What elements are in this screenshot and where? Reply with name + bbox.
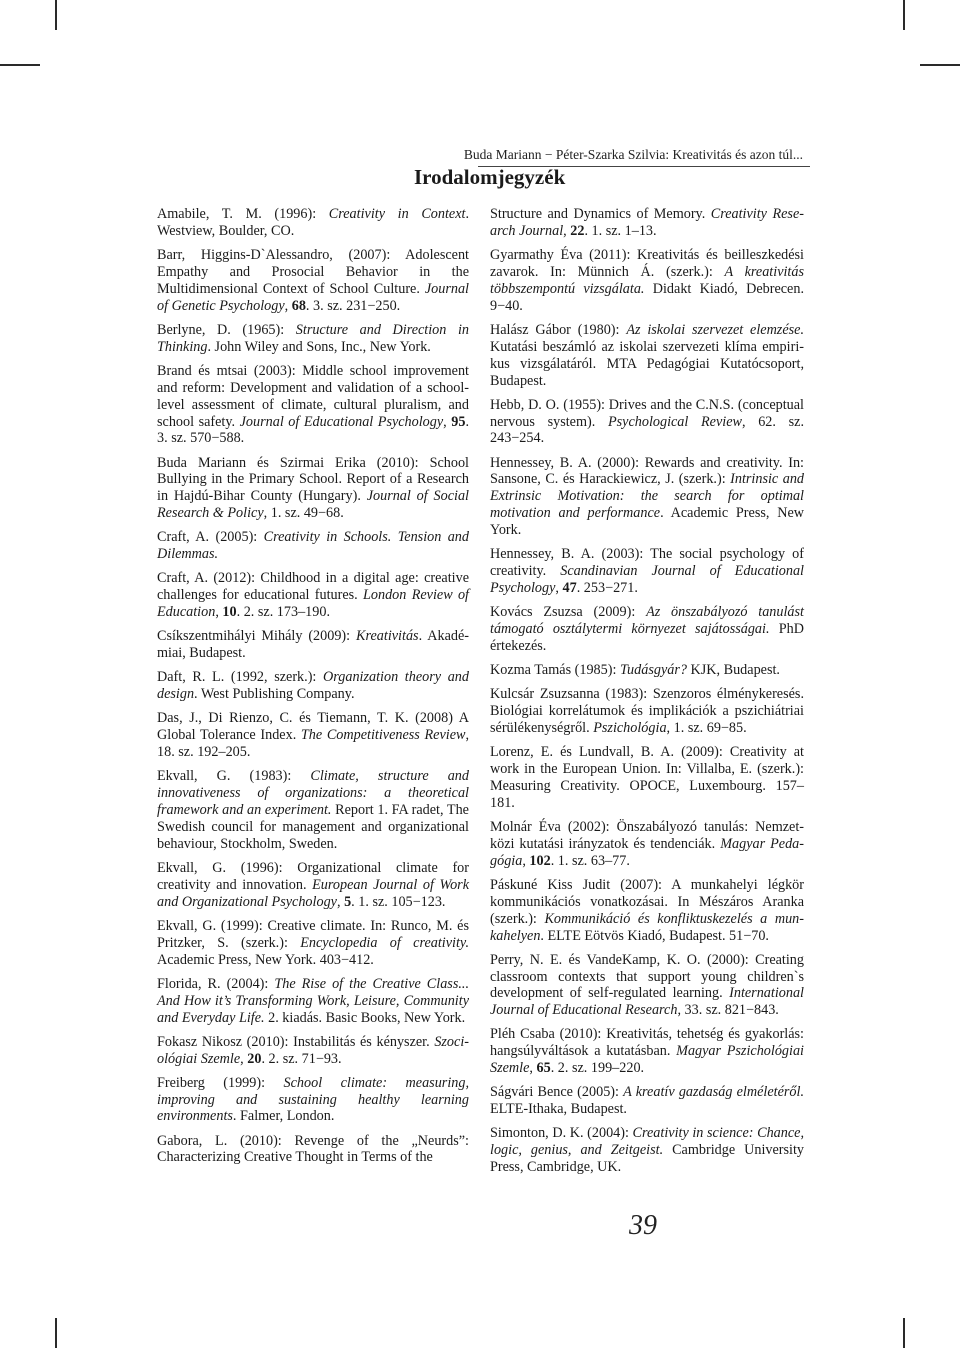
references-right-column (490, 206, 804, 1183)
reference-text: . 1. sz. 63–77. (550, 852, 630, 869)
reference-text: , (555, 580, 563, 597)
reference-text: Fokasz Nikosz (2010): Instabilitás és kényszer. (157, 1033, 435, 1050)
reference-entry (490, 1026, 804, 1077)
reference-text: PhD értekezés. (490, 621, 804, 654)
reference-text: 22 (570, 222, 585, 239)
reference-text: KJK, Budapest. (686, 662, 780, 679)
reference-text: Buda Mariann és Szirmai Erika (2010): School Bullying in the Primary School. Report of a Research in Hajdú-Bihar County (Hungary). (157, 454, 469, 505)
reference-entry (490, 247, 804, 315)
reference-text: Didakt Kiadó, Debrecen. 9−40. (490, 280, 804, 314)
reference-entry (490, 604, 804, 655)
reference-text: Kutatási beszámló az iskolai szervezeti klíma empirikus vizsgálatáról. MTA Pedagógiai Kutatócsoport, Budapest. (490, 338, 804, 389)
reference-text: International Journal of Educational Research (490, 985, 804, 1019)
reference-text: Ekvall, G. (1983): (157, 768, 311, 785)
reference-text: Pléh Csaba (2010): Kreativitás, tehetség és gyakorlás: hangsúlyváltások a kutatásban. (490, 1026, 804, 1060)
reference-text: Encyclopedia of creativity. (300, 934, 469, 951)
reference-text: Creativity in Schools. Tension and Dilemmas. (157, 529, 469, 563)
reference-text: . Akadémiai, Budapest. (157, 628, 470, 662)
reference-text: . 253−271. (576, 580, 638, 597)
reference-text: ELTE-Ithaka, Budapest. (490, 1101, 627, 1118)
reference-text: Ekvall, G. (1999): Creative climate. In: Runco, M. és Pritzker, S. (szerk.): (157, 917, 469, 951)
reference-text: A kreatív gazdaság elméletéről. (623, 1084, 804, 1101)
reference-text: Kulcsár Zsuzsanna (1983): Szenzoros élménykeresés. Biológiai korrelátumok és implikációk a pszichiátriai sérülékenységről. (490, 686, 804, 736)
reference-text: Structure and Direction in Thinking (157, 321, 469, 355)
reference-text: Szociológiai Szemle (157, 1033, 469, 1067)
reference-entry (490, 819, 804, 870)
reference-text: Daft, R. L. (1992, szerk.): (157, 669, 324, 686)
crop-mark (55, 0, 57, 30)
reference-entry (157, 529, 469, 563)
reference-text: Craft, A. (2012): Childhood in a digital age: creative challenges for educational futures. (157, 570, 469, 604)
reference-text: Berlyne, D. (1965): (157, 321, 296, 338)
reference-text: Barr, Higgins-D`Alessandro, (2007): Adolescent Empathy and Prosocial Behavior in the Multidimensional Context of School Culture. (157, 247, 469, 297)
reference-text: The Competitiveness Review (300, 727, 466, 744)
reference-text: . West Publishing Company. (194, 686, 355, 703)
page-number: 39 (629, 1210, 657, 1241)
reference-text: , (529, 1060, 537, 1077)
reference-text: Ekvall, G. (1996): Organizational climate for creativity and innovation. (157, 859, 469, 893)
crop-mark (0, 64, 40, 66)
reference-entry (490, 455, 804, 540)
reference-text: . 1. sz. 105−123. (351, 893, 446, 910)
reference-entry (490, 744, 804, 812)
section-title: Irodalomjegyzék (414, 165, 566, 189)
reference-text: , (522, 852, 530, 869)
reference-text: Magyar Pedagógia (490, 835, 804, 869)
reference-text: . Westview, Boulder, CO. (157, 206, 469, 239)
reference-text: , 33. sz. 821−843. (677, 1002, 779, 1019)
reference-text: , 1. sz. 49−68. (263, 505, 344, 522)
reference-text: , (284, 297, 292, 314)
reference-text: School climate: measuring, improving and sustaining healthy learning environments (157, 1074, 469, 1125)
reference-entry (157, 768, 469, 853)
reference-entry (157, 1133, 469, 1167)
reference-text: Az önszabályozó tanulást támogató osztálytermi környezet sajátosságai. (490, 604, 804, 638)
references-left-column (157, 206, 469, 1174)
reference-text: Hennessey, B. A. (2003): The social psychology of creativity. (490, 546, 804, 580)
reference-entry (157, 1034, 469, 1068)
reference-text: . ELTE Eötvös Kiadó, Budapest. 51−70. (540, 927, 769, 944)
reference-entry (157, 455, 469, 523)
reference-text: Páskuné Kiss Judit (2007): A munkahelyi légkör kommunikációs vonatkozásai. In Mészáros Aranka (szerk.): (490, 876, 804, 927)
reference-text: Climate, structure and innovativeness of organizations: a theoretical framework and an experiment. (157, 768, 469, 818)
crop-mark (903, 0, 905, 30)
reference-entry (157, 976, 469, 1027)
reference-text: Lorenz, E. és Lundvall, B. A. (2009): Creativity at work in the European Union. In: Villalba, E. (szerk.): Measuring Creativity. OPOCE, Luxembourg. 157–181. (490, 744, 804, 811)
reference-entry (490, 1125, 804, 1176)
reference-text: 65 (536, 1060, 551, 1077)
reference-text: , (443, 413, 452, 430)
reference-text: Perry, N. E. és VandeKamp, K. O. (2000): Creating classroom contexts that support young children`s development of self-regulated learning. (490, 951, 804, 1002)
reference-entry (490, 952, 804, 1020)
reference-text: Az iskolai szervezet elemzése. (626, 321, 804, 338)
reference-text: The Rise of the Creative Class... And How it’s Transforming Work, Leisure, Community and Everyday Life. (157, 975, 469, 1026)
reference-text: London Review of Education (157, 587, 470, 621)
reference-entry (490, 1084, 804, 1118)
reference-text: Brand és mtsai (2003): Middle school improvement and reform: Development and validation of a school-level assessment of climate, cultural pluralism, and school safety. (157, 362, 469, 430)
reference-text: 2. kiadás. Basic Books, New York. (264, 1009, 466, 1026)
reference-text: Ságvári Bence (2005): (490, 1084, 624, 1101)
reference-text: Academic Press, New York. 403−412. (157, 951, 374, 968)
reference-entry (157, 363, 469, 448)
reference-entry (157, 628, 469, 662)
reference-text: Kommunikáció és konfliktuskezelés a munkahelyen (490, 910, 804, 944)
reference-text: Structure and Dynamics of Memory. (490, 206, 711, 222)
reference-text: European Journal of Work and Organizational Psychology (157, 876, 469, 910)
reference-entry (157, 322, 469, 356)
reference-text: A kreativitás többszempontú vizsgálata. (490, 263, 804, 297)
reference-entry (157, 1075, 469, 1126)
reference-text: Psychological Review (607, 413, 742, 430)
reference-text: Organization theory and design (157, 669, 469, 703)
reference-text: Florida, R. (2004): (157, 975, 275, 992)
reference-text: Freiberg (1999): (157, 1074, 284, 1091)
reference-text: Craft, A. (2005): (157, 529, 264, 546)
reference-entry (490, 662, 804, 679)
reference-text: , 62. sz. 243−254. (490, 413, 804, 447)
reference-text: Hennessey, B. A. (2000): Rewards and creativity. In: Sansone, C. és Harackiewicz, J. (szerk.): (490, 454, 804, 488)
reference-entry (157, 669, 469, 703)
reference-text: Kovács Zsuzsa (2009): (490, 604, 647, 621)
reference-text: , (563, 222, 571, 239)
reference-text: Creativity in science: Chance, logic, genius, and Zeitgeist. (490, 1125, 804, 1159)
reference-text: . 1. sz. 1–13. (584, 222, 657, 239)
reference-text: , (215, 604, 223, 621)
reference-text: 5 (344, 893, 352, 910)
reference-text: , 18. sz. 192–205. (157, 727, 469, 761)
reference-text: Simonton, D. K. (2004): (490, 1125, 633, 1142)
reference-text: Magyar Pszichológiai Szemle (490, 1043, 804, 1077)
reference-text: Intrinsic and Extrinsic Motivation: the search for optimal motivation and performance (490, 471, 805, 522)
crop-mark (903, 1318, 905, 1348)
reference-entry (490, 397, 804, 448)
reference-text: Amabile, T. M. (1996): (157, 206, 329, 222)
reference-text: 10 (222, 604, 237, 621)
reference-text: Csíkszentmihályi Mihály (2009): (157, 628, 357, 645)
reference-text: Report 1. FA radet, The Swedish council for management and organizational behaviour, Stockholm, Sweden. (157, 801, 469, 852)
reference-entry (157, 247, 469, 315)
reference-text: Tudásgyár? (619, 662, 687, 679)
reference-entry (157, 918, 469, 969)
reference-entry (157, 860, 469, 911)
reference-entry (490, 206, 804, 240)
reference-text: . 2. sz. 173–190. (236, 604, 331, 621)
reference-text: Gyarmathy Éva (2011): Kreativitás és beilleszkedési zavarok. In: Münnich Á. (szerk.): (490, 247, 804, 280)
reference-text: 102 (529, 852, 551, 869)
reference-entry (157, 710, 469, 761)
reference-text: Molnár Éva (2002): Önszabályozó tanulás: Nemzetközi kutatási irányzatok és tendenciák. (490, 818, 804, 852)
reference-text: Hebb, D. O. (1955): Drives and the C.N.S. (conceptual nervous system). (490, 396, 804, 430)
reference-text: , (336, 893, 345, 910)
reference-text: 47 (562, 580, 577, 597)
crop-mark (920, 64, 960, 66)
reference-text: Journal of Social Research & Policy (157, 488, 469, 522)
crop-mark (55, 1318, 57, 1348)
reference-text: . 3. sz. 570−588. (157, 413, 469, 447)
reference-text: Creativity Research Journal (490, 206, 804, 239)
reference-entry (490, 877, 804, 945)
reference-text: Scandinavian Journal of Educational Psychology (490, 563, 805, 597)
reference-text: Gabora, L. (2010): Revenge of the „Neurds”: Characterizing Creative Thought in Terms of the (157, 1132, 469, 1166)
running-header: Buda Mariann − Péter-Szarka Szilvia: Kreativitás és azon túl... (463, 147, 803, 162)
reference-text: . 2. sz. 199–220. (550, 1060, 645, 1077)
reference-text: Das, J., Di Rienzo, C. és Tiemann, T. K. (2008) A Global Tolerance Index. (157, 710, 469, 744)
reference-text: Cambridge University Press, Cambridge, UK. (490, 1142, 805, 1176)
reference-text: Kozma Tamás (1985): (490, 662, 620, 679)
reference-text: Journal of Genetic Psychology (157, 280, 469, 314)
reference-text: Creativity in Context (328, 206, 466, 222)
reference-text: Kreativitás (356, 628, 419, 645)
reference-text: Halász Gábor (1980): (490, 321, 627, 338)
reference-text: 20 (247, 1050, 262, 1067)
reference-text: . 3. sz. 231−250. (305, 297, 401, 314)
reference-text: . 2. sz. 71−93. (261, 1050, 342, 1067)
reference-entry (157, 206, 469, 240)
reference-text: , 1. sz. 69−85. (666, 719, 747, 736)
reference-entry (490, 322, 804, 390)
reference-text: . John Wiley and Sons, Inc., New York. (207, 338, 431, 355)
reference-text: 68 (291, 297, 306, 314)
reference-text: . Academic Press, New York. (490, 505, 805, 539)
reference-entry (490, 686, 804, 737)
reference-text: . Falmer, London. (232, 1108, 335, 1125)
reference-text: 95 (451, 413, 466, 430)
reference-entry (490, 546, 804, 597)
reference-text: Journal of Educational Psychology (239, 413, 444, 430)
reference-text: Pszichológia (593, 719, 667, 736)
reference-entry (157, 570, 469, 621)
reference-text: , (240, 1050, 248, 1067)
